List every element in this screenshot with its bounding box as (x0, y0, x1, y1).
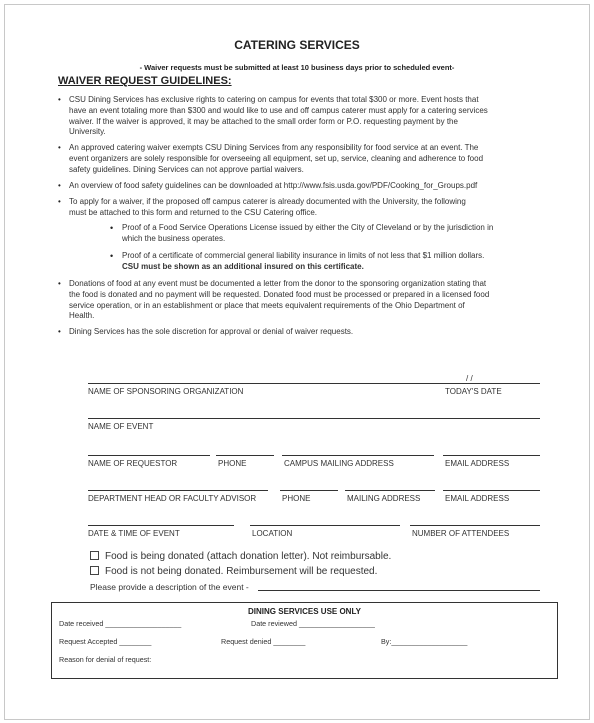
todays-date-label: TODAY'S DATE (445, 387, 502, 396)
attendees-field[interactable] (410, 525, 540, 526)
office-use-title: DINING SERVICES USE ONLY (248, 607, 361, 616)
event-datetime-field[interactable] (88, 525, 234, 526)
reviewed-by-field[interactable]: By:___________________ (381, 637, 468, 646)
requestor-name-field[interactable] (88, 455, 210, 456)
bullet-line: To apply for a waiver, if the proposed off campus caterer is already documented with the University, the following (69, 197, 466, 206)
bullet-line: have an event totaling more than $300 and would like to use and off campus caterer must apply for a catering services (69, 105, 488, 115)
food-donated-label: Food is being donated (attach donation letter). Not reimbursable. (105, 551, 392, 562)
bullet-dot: • (58, 143, 61, 152)
bullet-line: Dining Services has the sole discretion for approval or denial of waiver requests. (69, 327, 354, 336)
requestor-phone-label: PHONE (218, 459, 247, 468)
requestor-name-label: NAME OF REQUESTOR (88, 459, 178, 468)
bullet-line: event organizers are solely responsible for overseeing all equipment, set up, service, cleaning and adherence to food (69, 153, 484, 163)
sub-bullet-dot: • (110, 223, 114, 233)
guideline-bullet-2 (69, 143, 483, 175)
food-not-donated-checkbox[interactable] (90, 566, 99, 575)
guideline-bullet-1 (69, 95, 488, 138)
request-denied-field[interactable]: Request denied ________ (221, 637, 306, 646)
mailing-address-label: MAILING ADDRESS (347, 494, 421, 503)
food-not-donated-label: Food is not being donated. Reimbursement will be requested. (105, 566, 378, 577)
bullet-line: Proof of a Food Service Operations License issued by either the City of Cleveland or by the jurisdiction in (122, 223, 494, 232)
bullet-dot: • (58, 181, 61, 190)
event-location-field[interactable] (250, 525, 400, 526)
guideline-bullet-5 (69, 279, 489, 322)
food-donated-option[interactable] (90, 551, 391, 562)
bullet-line: Health. (69, 311, 95, 321)
dept-email-label: EMAIL ADDRESS (445, 494, 510, 503)
food-donated-checkbox[interactable] (90, 551, 99, 560)
dept-phone-field[interactable] (280, 490, 338, 491)
event-location-label: LOCATION (252, 529, 293, 538)
sub-bullet-1 (122, 223, 493, 245)
food-not-donated-option[interactable] (90, 566, 377, 577)
requestor-phone-field[interactable] (216, 455, 274, 456)
event-datetime-label: DATE & TIME OF EVENT (88, 529, 180, 538)
requestor-email-field[interactable] (443, 455, 540, 456)
date-reviewed-field[interactable]: Date reviewed ___________________ (251, 619, 375, 628)
bullet-line: An overview of food safety guidelines can be downloaded at http://www.fsis.usda.gov/PDF/Cooking_for_Groups.pdf (69, 181, 478, 190)
bullet-line: CSU Dining Services has exclusive rights to catering on campus for events that total $300 or more. Event hosts that (69, 95, 479, 104)
dept-phone-label: PHONE (282, 494, 311, 503)
bullet-line: the food is donated and no payment will be requested. Donated food must be processed or prepared in a licensed food (69, 289, 490, 299)
bullet-line: safety guidelines. Dining Services can not approve partial waivers. (69, 164, 304, 174)
todays-date-field[interactable] (445, 383, 540, 384)
document-title: CATERING SERVICES (234, 38, 360, 52)
request-accepted-field[interactable]: Request Accepted ________ (59, 637, 152, 646)
bullet-line: University. (69, 127, 106, 137)
event-description-field[interactable] (258, 590, 540, 591)
dept-head-field[interactable] (88, 490, 268, 491)
office-use-box (51, 602, 558, 679)
sponsoring-org-label: NAME OF SPONSORING ORGANIZATION (88, 387, 244, 396)
bullet-line: Proof of a certificate of commercial general liability insurance in limits of not less that $1 million dollars. (122, 251, 485, 260)
guideline-bullet-3 (69, 181, 477, 192)
bullet-line: which the business operates. (122, 233, 226, 243)
dept-head-label: DEPARTMENT HEAD OR FACULTY ADVISOR (88, 494, 257, 503)
guidelines-heading: WAIVER REQUEST GUIDELINES: (58, 75, 232, 87)
event-name-field[interactable] (88, 418, 540, 419)
bullet-line: must be attached to this form and returned to the CSU Catering office. (69, 207, 317, 217)
sub-bullet-2 (122, 251, 484, 273)
attendees-label: NUMBER OF ATTENDEES (412, 529, 510, 538)
bullet-line: Donations of food at any event must be documented a letter from the donor to the sponsoring organization stating that (69, 279, 487, 288)
description-prompt: Please provide a description of the event - (90, 582, 249, 592)
bullet-dot: • (58, 327, 61, 336)
event-name-label: NAME OF EVENT (88, 422, 154, 431)
denial-reason-label: Reason for denial of request: (59, 655, 152, 664)
date-received-field[interactable]: Date received ___________________ (59, 619, 182, 628)
guideline-bullet-6 (69, 327, 353, 338)
bullet-line: waiver. If the waiver is approved, it may be attached to the small order form or P.O. requesting payment by the (69, 116, 458, 126)
bullet-line: An approved catering waiver exempts CSU Dining Services from any responsibility for food service at an event. The (69, 143, 479, 152)
campus-mailing-label: CAMPUS MAILING ADDRESS (284, 459, 394, 468)
bullet-dot: • (58, 95, 61, 104)
submission-note: - Waiver requests must be submitted at least 10 business days prior to scheduled event- (139, 63, 455, 72)
bullet-dot: • (58, 279, 61, 288)
bullet-dot: • (58, 197, 61, 206)
bullet-line: service operation, or in an establishment or place that meets equivalent requirements of the Ohio Department of (69, 300, 465, 310)
dept-email-field[interactable] (443, 490, 540, 491)
campus-mailing-field[interactable] (282, 455, 434, 456)
sponsoring-org-field[interactable] (88, 383, 448, 384)
date-slashes: / / (466, 374, 473, 383)
bullet-bold-line: CSU must be shown as an additional insured on this certificate. (122, 261, 364, 271)
requestor-email-label: EMAIL ADDRESS (445, 459, 510, 468)
mailing-address-field[interactable] (345, 490, 435, 491)
guideline-bullet-4 (69, 197, 466, 219)
sub-bullet-dot: • (110, 251, 114, 261)
